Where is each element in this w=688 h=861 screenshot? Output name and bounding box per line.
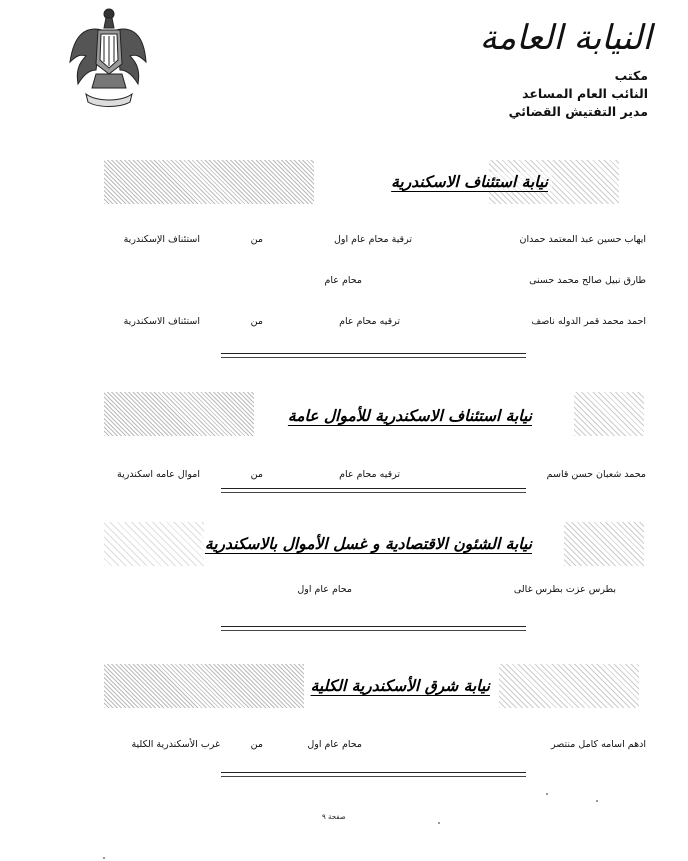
header-office: مكتب <box>614 68 648 83</box>
row-name: ادهم اسامه كامل منتصر <box>551 739 646 750</box>
section-banner <box>104 160 644 204</box>
row-role: ترقيه محام عام <box>339 316 400 327</box>
row-origin: استئناف الاسكندرية <box>123 316 200 327</box>
row-origin: اموال عامه اسكندرية <box>117 469 200 480</box>
header-assistant: النائب العام المساعد <box>522 86 648 101</box>
row-name: ايهاب حسين عبد المعتمد حمدان <box>519 234 646 245</box>
section-banner <box>104 392 644 436</box>
row-from: من <box>250 739 263 750</box>
section-title: نيابة شرق الأسكندرية الكلية <box>307 676 494 695</box>
divider <box>221 772 526 777</box>
row-role: محام عام اول <box>297 584 352 595</box>
divider <box>221 488 526 493</box>
divider <box>221 626 526 631</box>
row-name: محمد شعبان حسن قاسم <box>546 469 646 480</box>
row-from: من <box>250 316 263 327</box>
row-from: من <box>250 234 263 245</box>
row-role: ترقية محام عام اول <box>333 234 412 245</box>
section-title: نيابة الشئون الاقتصادية و غسل الأموال بالاسكندرية <box>201 534 536 553</box>
row-role: محام عام اول <box>307 739 362 750</box>
scan-speck <box>546 793 548 795</box>
page-number: صفحة ٩ <box>322 813 346 821</box>
section-title: نيابة استئناف الاسكندرية <box>387 172 552 191</box>
row-origin: غرب الأسكندرية الكلية <box>131 739 220 750</box>
section-banner <box>104 664 644 708</box>
row-role: ترقيه محام عام <box>339 469 400 480</box>
row-from: من <box>250 469 263 480</box>
section-banner <box>104 522 644 566</box>
row-role: محام عام <box>324 275 362 286</box>
section-title: نيابة استئناف الاسكندرية للأموال عامة <box>284 406 536 425</box>
row-name: احمد محمد قمر الدوله ناصف <box>531 316 646 327</box>
scan-speck <box>438 822 440 824</box>
scan-speck <box>103 857 105 859</box>
header-director: مدير التفتيش القضائي <box>508 104 648 119</box>
header-title: النيابة العامة <box>479 18 652 58</box>
divider <box>221 353 526 358</box>
eagle-emblem-icon <box>66 4 148 110</box>
row-name: بطرس عزت بطرس غالى <box>513 584 616 595</box>
row-origin: استئناف الإسكندرية <box>123 234 200 245</box>
row-name: طارق نبيل صالح محمد حسنى <box>529 275 646 286</box>
scan-speck <box>596 800 598 802</box>
